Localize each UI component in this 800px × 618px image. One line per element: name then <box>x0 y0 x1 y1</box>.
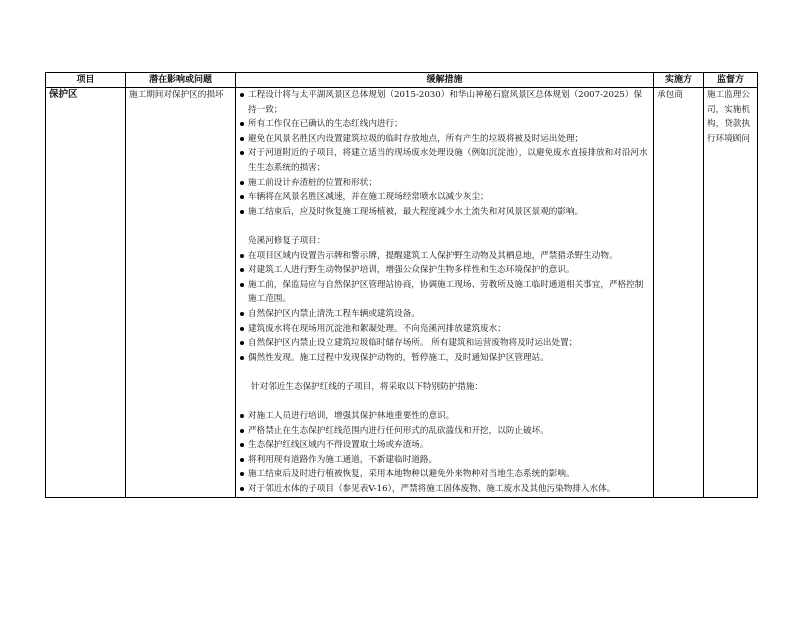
list-item: 在项目区域内设置告示牌和警示牌，提醒建筑工人保护野生动物及其栖息地，严禁猎杀野生动物。 <box>239 249 650 264</box>
header-supervisor: 监督方 <box>704 73 758 88</box>
header-implementer: 实施方 <box>654 73 704 88</box>
list-item: 避免在风景名胜区内设置建筑垃圾的临时存放地点，所有产生的垃圾将被及时运出处理； <box>239 132 650 147</box>
list-item: 自然保护区内禁止设立建筑垃圾临时储存场所。 所有建筑和运营废物将及时运出处置； <box>239 336 650 351</box>
cell-supervisor: 施工监理公司，实施机构，贷款执行环境顾问 <box>704 88 758 498</box>
list-item: 工程设计将与太平湖风景区总体规划（2015-2030）和华山神秘石窟风景区总体规划（2007-2025）保持一致； <box>239 88 650 117</box>
list-item: 对于河道附近的子项目，将建立适当的现场废水处理设施（例如沉淀池），以避免废水直接排放和对沿河水生生态系统的损害； <box>239 146 650 175</box>
table-header-row <box>46 73 758 88</box>
list-item: 严格禁止在生态保护红线范围内进行任何形式的乱砍滥伐和开挖，以防止破坏。 <box>239 424 650 439</box>
list-item: 建筑废水将在现场用沉淀池和絮凝处理。不向凫溪河排放建筑废水； <box>239 322 650 337</box>
header-project: 项目 <box>46 73 126 88</box>
header-measures: 缓解措施 <box>236 73 654 88</box>
list-item: 施工前设计弃渣桩的位置和形状； <box>239 176 650 191</box>
list-item: 对施工人员进行培训，增强其保护林地重要性的意识。 <box>239 409 650 424</box>
list-item: 车辆将在风景名胜区减速，并在施工现场经常喷水以减少灰尘； <box>239 190 650 205</box>
list-item: 将利用现有道路作为施工通道，不新建临时道路。 <box>239 453 650 468</box>
river-measures-list <box>239 249 650 366</box>
list-item: 所有工作仅在已确认的生态红线内进行； <box>239 117 650 132</box>
header-impact: 潜在影响或问题 <box>126 73 236 88</box>
redline-measures-list <box>239 409 650 497</box>
list-item: 对于邻近水体的子项目（参见表V-16），严禁将施工固体废物、施工废水及其他污染物排入水体。 <box>239 482 650 497</box>
table-row <box>46 88 758 498</box>
river-subproject-heading: 凫溪河修复子项目： <box>248 235 326 246</box>
list-item: 施工结束后，应及时恢复施工现场植被，最大程度减少水土流失和对风景区景观的影响。 <box>239 205 650 220</box>
cell-impact: 施工期间对保护区的损坏 <box>126 88 236 498</box>
list-item: 对建筑工人进行野生动物保护培训，增强公众保护生物多样性和生态环境保护的意识。 <box>239 263 650 278</box>
list-item: 施工前，保监局应与自然保护区管理站协商，协调施工现场、劳教所及施工临时通道相关事宜，严格控制施工范围。 <box>239 278 650 307</box>
list-item: 生态保护红线区域内不得设置取土场或弃渣场。 <box>239 438 650 453</box>
list-item: 偶然性发现。施工过程中发现保护动物的，暂停施工，及时通知保护区管理站。 <box>239 351 650 366</box>
cell-project: 保护区 <box>46 88 126 498</box>
general-measures-list <box>239 88 650 219</box>
cell-measures <box>236 88 654 498</box>
cell-implementer: 承包商 <box>654 88 704 498</box>
list-item: 自然保护区内禁止清洗工程车辆或建筑设备。 <box>239 307 650 322</box>
spacer <box>239 394 650 409</box>
list-item: 施工结束后及时进行植被恢复，采用本地物种以避免外来物种对当地生态系统的影响。 <box>239 467 650 482</box>
mitigation-measures-table <box>45 72 758 498</box>
redline-heading: 针对邻近生态保护红线的子项目，将采取以下特别防护措施： <box>251 381 484 392</box>
